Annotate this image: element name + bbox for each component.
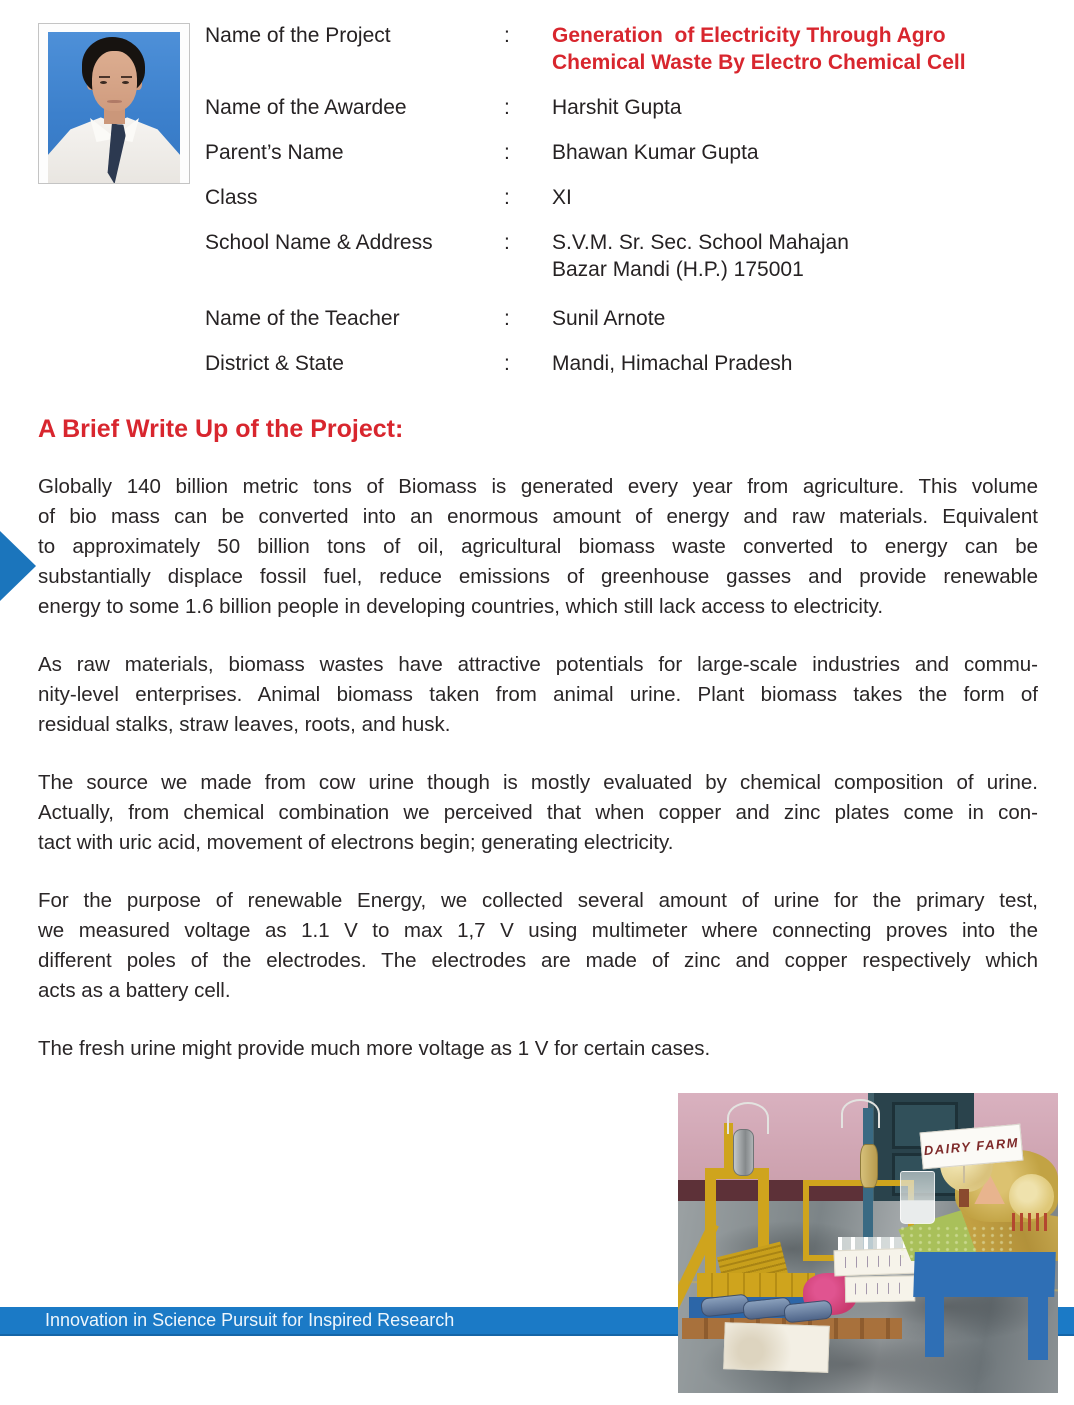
writeup-paragraph [38, 472, 1038, 622]
footer-slogan: Innovation in Science Pursuit for Inspired Research [45, 1310, 455, 1330]
info-row [205, 139, 1055, 166]
model-table-leg [1028, 1291, 1049, 1360]
info-value [552, 350, 1055, 377]
paragraph-line: Globally 140 billion metric tons of Biomass is generated every year from agriculture. This volume [38, 475, 1038, 498]
info-value-line: Generation of Electricity Through Agro [552, 24, 946, 47]
portrait-brow [121, 76, 132, 78]
paragraph-line: to approximately 50 billion tons of oil, agricultural biomass waste converted to energy can be [38, 535, 1038, 558]
dairy-farm-sign-text: DAIRY FARM [923, 1134, 1020, 1158]
info-colon: : [504, 307, 510, 330]
project-info-table [205, 22, 1055, 395]
info-value-line: Mandi, Himachal Pradesh [552, 352, 793, 375]
paragraph-line: of bio mass can be converted into an enormous amount of energy and raw materials. Equivalent [38, 505, 1038, 528]
info-row [205, 184, 1055, 211]
info-value [552, 139, 1055, 166]
model-syringe [860, 1144, 878, 1188]
model-wire [841, 1099, 879, 1128]
info-value [552, 94, 1055, 121]
paragraph-line: different poles of the electrodes. The electrodes are made of zinc and copper respectively which [38, 949, 1038, 972]
writeup-paragraph [38, 768, 1038, 858]
info-value [552, 305, 1055, 332]
writeup-paragraph [38, 1034, 1038, 1064]
info-colon: : [504, 96, 510, 119]
model-label-card [723, 1322, 829, 1373]
model-tree-trunk [959, 1189, 969, 1207]
info-value-line: Chemical Waste By Electro Chemical Cell [552, 51, 966, 74]
info-colon: : [504, 24, 510, 47]
info-row [205, 305, 1055, 332]
paragraph-line: we measured voltage as 1.1 V to max 1,7 V using multimeter where connecting proves into the [38, 919, 1038, 942]
info-label: District & State [205, 352, 344, 375]
info-colon: : [504, 231, 510, 254]
info-row [205, 350, 1055, 377]
model-label-card [845, 1275, 916, 1302]
info-label: Name of the Teacher [205, 307, 400, 330]
paragraph-line: The source we made from cow urine though is mostly evaluated by chemical composition of urine. [38, 771, 1038, 794]
info-colon: : [504, 186, 510, 209]
info-label: Parent’s Name [205, 141, 344, 164]
paragraph-line: acts as a battery cell. [38, 979, 231, 1002]
paragraph-line: The fresh urine might provide much more voltage as 1 V for certain cases. [38, 1037, 711, 1060]
info-label: Name of the Project [205, 24, 391, 47]
paragraph-line: nity-level enterprises. Animal biomass taken from animal urine. Plant biomass takes the form of [38, 683, 1038, 706]
info-value-line: Harshit Gupta [552, 96, 682, 119]
info-value [552, 229, 1055, 283]
info-value-line: S.V.M. Sr. Sec. School Mahajan [552, 231, 849, 254]
info-value-line: XI [552, 186, 572, 209]
model-glass-tube [733, 1129, 754, 1176]
info-row [205, 22, 1055, 76]
paragraph-line: As raw materials, biomass wastes have attractive potentials for large-scale industries and commu- [38, 653, 1038, 676]
paragraph-line: For the purpose of renewable Energy, we collected several amount of urine for the primary test, [38, 889, 1038, 912]
info-label: Name of the Awardee [205, 96, 407, 119]
writeup-heading: A Brief Write Up of the Project: [38, 415, 404, 443]
info-value [552, 184, 1055, 211]
paragraph-line: energy to some 1.6 billion people in developing countries, which still lack access to electricity. [38, 595, 884, 618]
model-yellow-post [705, 1171, 716, 1285]
portrait-eye [100, 81, 107, 84]
paragraph-line: tact with uric acid, movement of electrons begin; generating electricity. [38, 831, 674, 854]
awardee-photo [38, 23, 190, 184]
info-row [205, 94, 1055, 121]
model-glass-jar [900, 1171, 934, 1224]
info-value [552, 22, 1055, 76]
info-label: School Name & Address [205, 231, 433, 254]
info-value-line: Bhawan Kumar Gupta [552, 141, 759, 164]
info-value-line: Bazar Mandi (H.P.) 175001 [552, 258, 804, 281]
info-colon: : [504, 352, 510, 375]
paragraph-line: residual stalks, straw leaves, roots, and husk. [38, 713, 451, 736]
writeup-paragraph [38, 886, 1038, 1006]
info-colon: : [504, 141, 510, 164]
paragraph-line: Actually, from chemical combination we perceived that when copper and zinc plates come in con- [38, 801, 1038, 824]
info-label: Class [205, 186, 258, 209]
info-value-line: Sunil Arnote [552, 307, 666, 330]
writeup-paragraph [38, 650, 1038, 740]
left-edge-arrow-icon [0, 531, 36, 601]
model-red-prongs [1012, 1213, 1046, 1231]
portrait-eye [122, 81, 129, 84]
awardee-portrait-image [48, 32, 180, 183]
info-row [205, 229, 1055, 283]
portrait-mouth [107, 100, 122, 103]
project-model-photo [678, 1093, 1058, 1393]
writeup-body [38, 472, 1038, 1092]
model-table-leg [925, 1294, 944, 1357]
portrait-brow [99, 76, 110, 78]
paragraph-line: substantially displace fossil fuel, reduce emissions of greenhouse gasses and provide renewable [38, 565, 1038, 588]
